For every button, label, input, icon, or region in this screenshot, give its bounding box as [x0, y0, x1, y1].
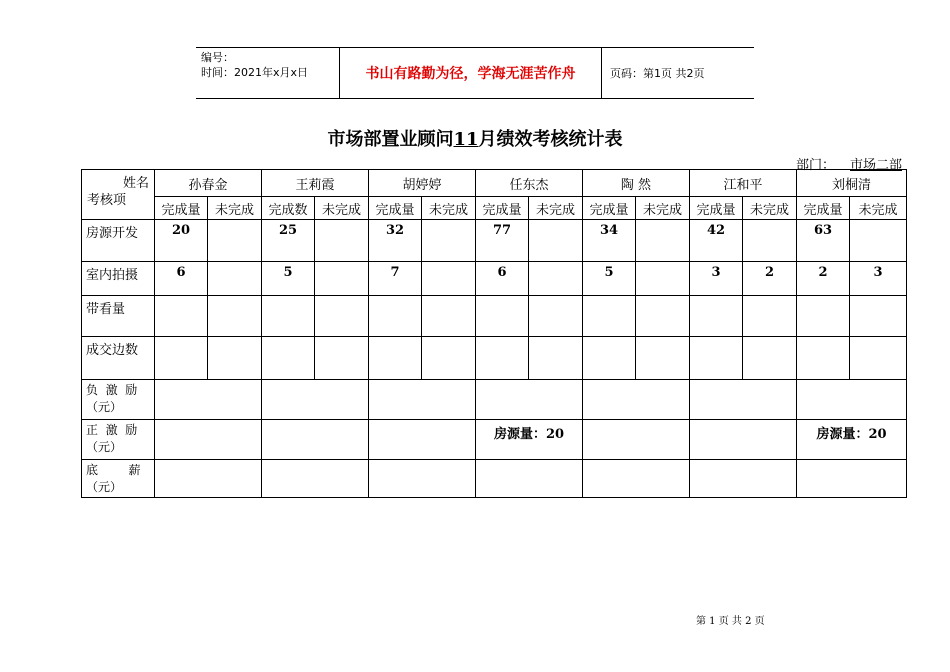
header-row-names	[82, 170, 907, 197]
incentive-cell: 房源量：20	[797, 420, 907, 460]
incentive-cell	[583, 460, 690, 498]
value-cell: 6	[155, 262, 208, 296]
person-name-header: 王莉霞	[262, 170, 369, 197]
incentive-cell	[369, 420, 476, 460]
value-cell: 77	[476, 220, 529, 262]
value-cell	[529, 262, 583, 296]
incentive-label-top: 负 激 励	[86, 383, 138, 397]
value-cell	[208, 337, 262, 380]
value-cell	[743, 220, 797, 262]
value-cell	[690, 337, 743, 380]
completed-header: 完成量	[476, 197, 529, 220]
completed-header: 完成量	[690, 197, 743, 220]
title-prefix: 市场部置业顾问	[327, 129, 454, 150]
incentive-cell	[583, 380, 690, 420]
corner-cell	[82, 170, 155, 220]
incentive-label	[82, 460, 155, 498]
title-month: 11	[453, 129, 479, 150]
person-name-header: 江和平	[690, 170, 797, 197]
corner-item-label: 考核项	[87, 193, 127, 208]
value-cell	[690, 296, 743, 337]
incentive-cell	[262, 460, 369, 498]
person-name-header: 孙春金	[155, 170, 262, 197]
time-label: 时间：2021年x月x日	[201, 66, 309, 79]
value-cell	[529, 220, 583, 262]
value-cell	[636, 337, 690, 380]
title-suffix: 月绩效考核统计表	[478, 129, 623, 150]
incentive-cell	[476, 380, 583, 420]
value-cell	[422, 296, 476, 337]
department-value: 市场二部	[850, 158, 903, 173]
row-label: 室内拍摄	[82, 262, 155, 296]
incentive-cell	[262, 380, 369, 420]
incentive-label	[82, 420, 155, 460]
value-cell	[208, 220, 262, 262]
incomplete-header: 未完成	[529, 197, 583, 220]
value-cell	[476, 337, 529, 380]
code-label: 编号：	[201, 51, 234, 64]
value-cell	[315, 337, 369, 380]
value-cell	[476, 296, 529, 337]
value-cell	[797, 296, 850, 337]
value-cell: 63	[797, 220, 850, 262]
value-cell: 5	[262, 262, 315, 296]
header-motto: 书山有路勤为径，学海无涯苦作舟	[339, 48, 602, 98]
header-page-info: 页码：第1页 共2页	[610, 67, 705, 80]
incentive-cell	[155, 380, 262, 420]
value-cell	[315, 262, 369, 296]
value-cell	[797, 337, 850, 380]
table-row	[82, 220, 907, 262]
value-cell: 34	[583, 220, 636, 262]
incomplete-header: 未完成	[208, 197, 262, 220]
incentive-label-bottom: （元）	[86, 400, 123, 414]
row-label: 成交边数	[82, 337, 155, 380]
department-label: 部门：	[796, 158, 836, 173]
value-cell	[369, 337, 422, 380]
incentive-cell	[262, 420, 369, 460]
person-name-header: 任东杰	[476, 170, 583, 197]
value-cell	[850, 337, 907, 380]
incentive-label	[82, 380, 155, 420]
incentive-cell	[476, 460, 583, 498]
value-cell	[315, 220, 369, 262]
value-cell	[155, 337, 208, 380]
incomplete-header: 未完成	[422, 197, 476, 220]
value-cell: 5	[583, 262, 636, 296]
value-cell	[422, 337, 476, 380]
row-label: 带看量	[82, 296, 155, 337]
incentive-cell	[690, 460, 797, 498]
value-cell	[315, 296, 369, 337]
value-cell	[529, 296, 583, 337]
value-cell	[529, 337, 583, 380]
value-cell: 3	[690, 262, 743, 296]
table-row	[82, 296, 907, 337]
incentive-cell: 房源量：20	[476, 420, 583, 460]
value-cell	[850, 296, 907, 337]
value-cell	[583, 337, 636, 380]
incentive-cell	[690, 420, 797, 460]
value-cell	[636, 220, 690, 262]
header-row-status	[82, 197, 907, 220]
completed-header: 完成量	[155, 197, 208, 220]
incentive-cell	[690, 380, 797, 420]
value-cell: 20	[155, 220, 208, 262]
incentive-label-top: 正 激 励	[86, 423, 138, 437]
incomplete-header: 未完成	[636, 197, 690, 220]
incentive-label-top: 底 薪	[86, 463, 141, 477]
value-cell	[743, 337, 797, 380]
value-cell	[636, 296, 690, 337]
value-cell: 2	[797, 262, 850, 296]
incentive-cell	[369, 460, 476, 498]
row-label: 房源开发	[82, 220, 155, 262]
person-name-header: 胡婷婷	[369, 170, 476, 197]
completed-header: 完成量	[583, 197, 636, 220]
value-cell	[636, 262, 690, 296]
incentive-cell	[155, 460, 262, 498]
person-name-header: 刘桐清	[797, 170, 907, 197]
incentive-label-bottom: （元）	[86, 440, 123, 454]
incentive-row	[82, 420, 907, 460]
value-cell: 7	[369, 262, 422, 296]
completed-header: 完成数	[262, 197, 315, 220]
performance-table	[81, 169, 907, 498]
person-name-header: 陶 然	[583, 170, 690, 197]
table-row	[82, 262, 907, 296]
page-title	[0, 125, 950, 151]
value-cell	[850, 220, 907, 262]
value-cell	[208, 262, 262, 296]
value-cell	[369, 296, 422, 337]
incentive-cell	[369, 380, 476, 420]
value-cell	[422, 220, 476, 262]
value-cell	[422, 262, 476, 296]
incentive-row	[82, 380, 907, 420]
value-cell: 25	[262, 220, 315, 262]
table-body	[82, 170, 907, 498]
value-cell	[583, 296, 636, 337]
header-meta	[201, 50, 308, 80]
value-cell: 2	[743, 262, 797, 296]
incomplete-header: 未完成	[743, 197, 797, 220]
value-cell	[262, 296, 315, 337]
page-footer: 第 1 页 共 2 页	[696, 616, 765, 627]
value-cell: 32	[369, 220, 422, 262]
incentive-cell	[155, 420, 262, 460]
value-cell	[155, 296, 208, 337]
value-cell: 42	[690, 220, 743, 262]
value-cell: 3	[850, 262, 907, 296]
corner-name-label: 姓名	[122, 176, 149, 191]
value-cell	[208, 296, 262, 337]
incentive-cell	[797, 380, 907, 420]
document-header	[196, 47, 754, 99]
value-cell: 6	[476, 262, 529, 296]
value-cell	[262, 337, 315, 380]
table-row	[82, 337, 907, 380]
incentive-cell	[797, 460, 907, 498]
incentive-cell	[583, 420, 690, 460]
incentive-label-bottom: （元）	[86, 480, 123, 494]
incentive-row	[82, 460, 907, 498]
incomplete-header: 未完成	[315, 197, 369, 220]
incomplete-header: 未完成	[850, 197, 907, 220]
completed-header: 完成量	[369, 197, 422, 220]
completed-header: 完成量	[797, 197, 850, 220]
value-cell	[743, 296, 797, 337]
